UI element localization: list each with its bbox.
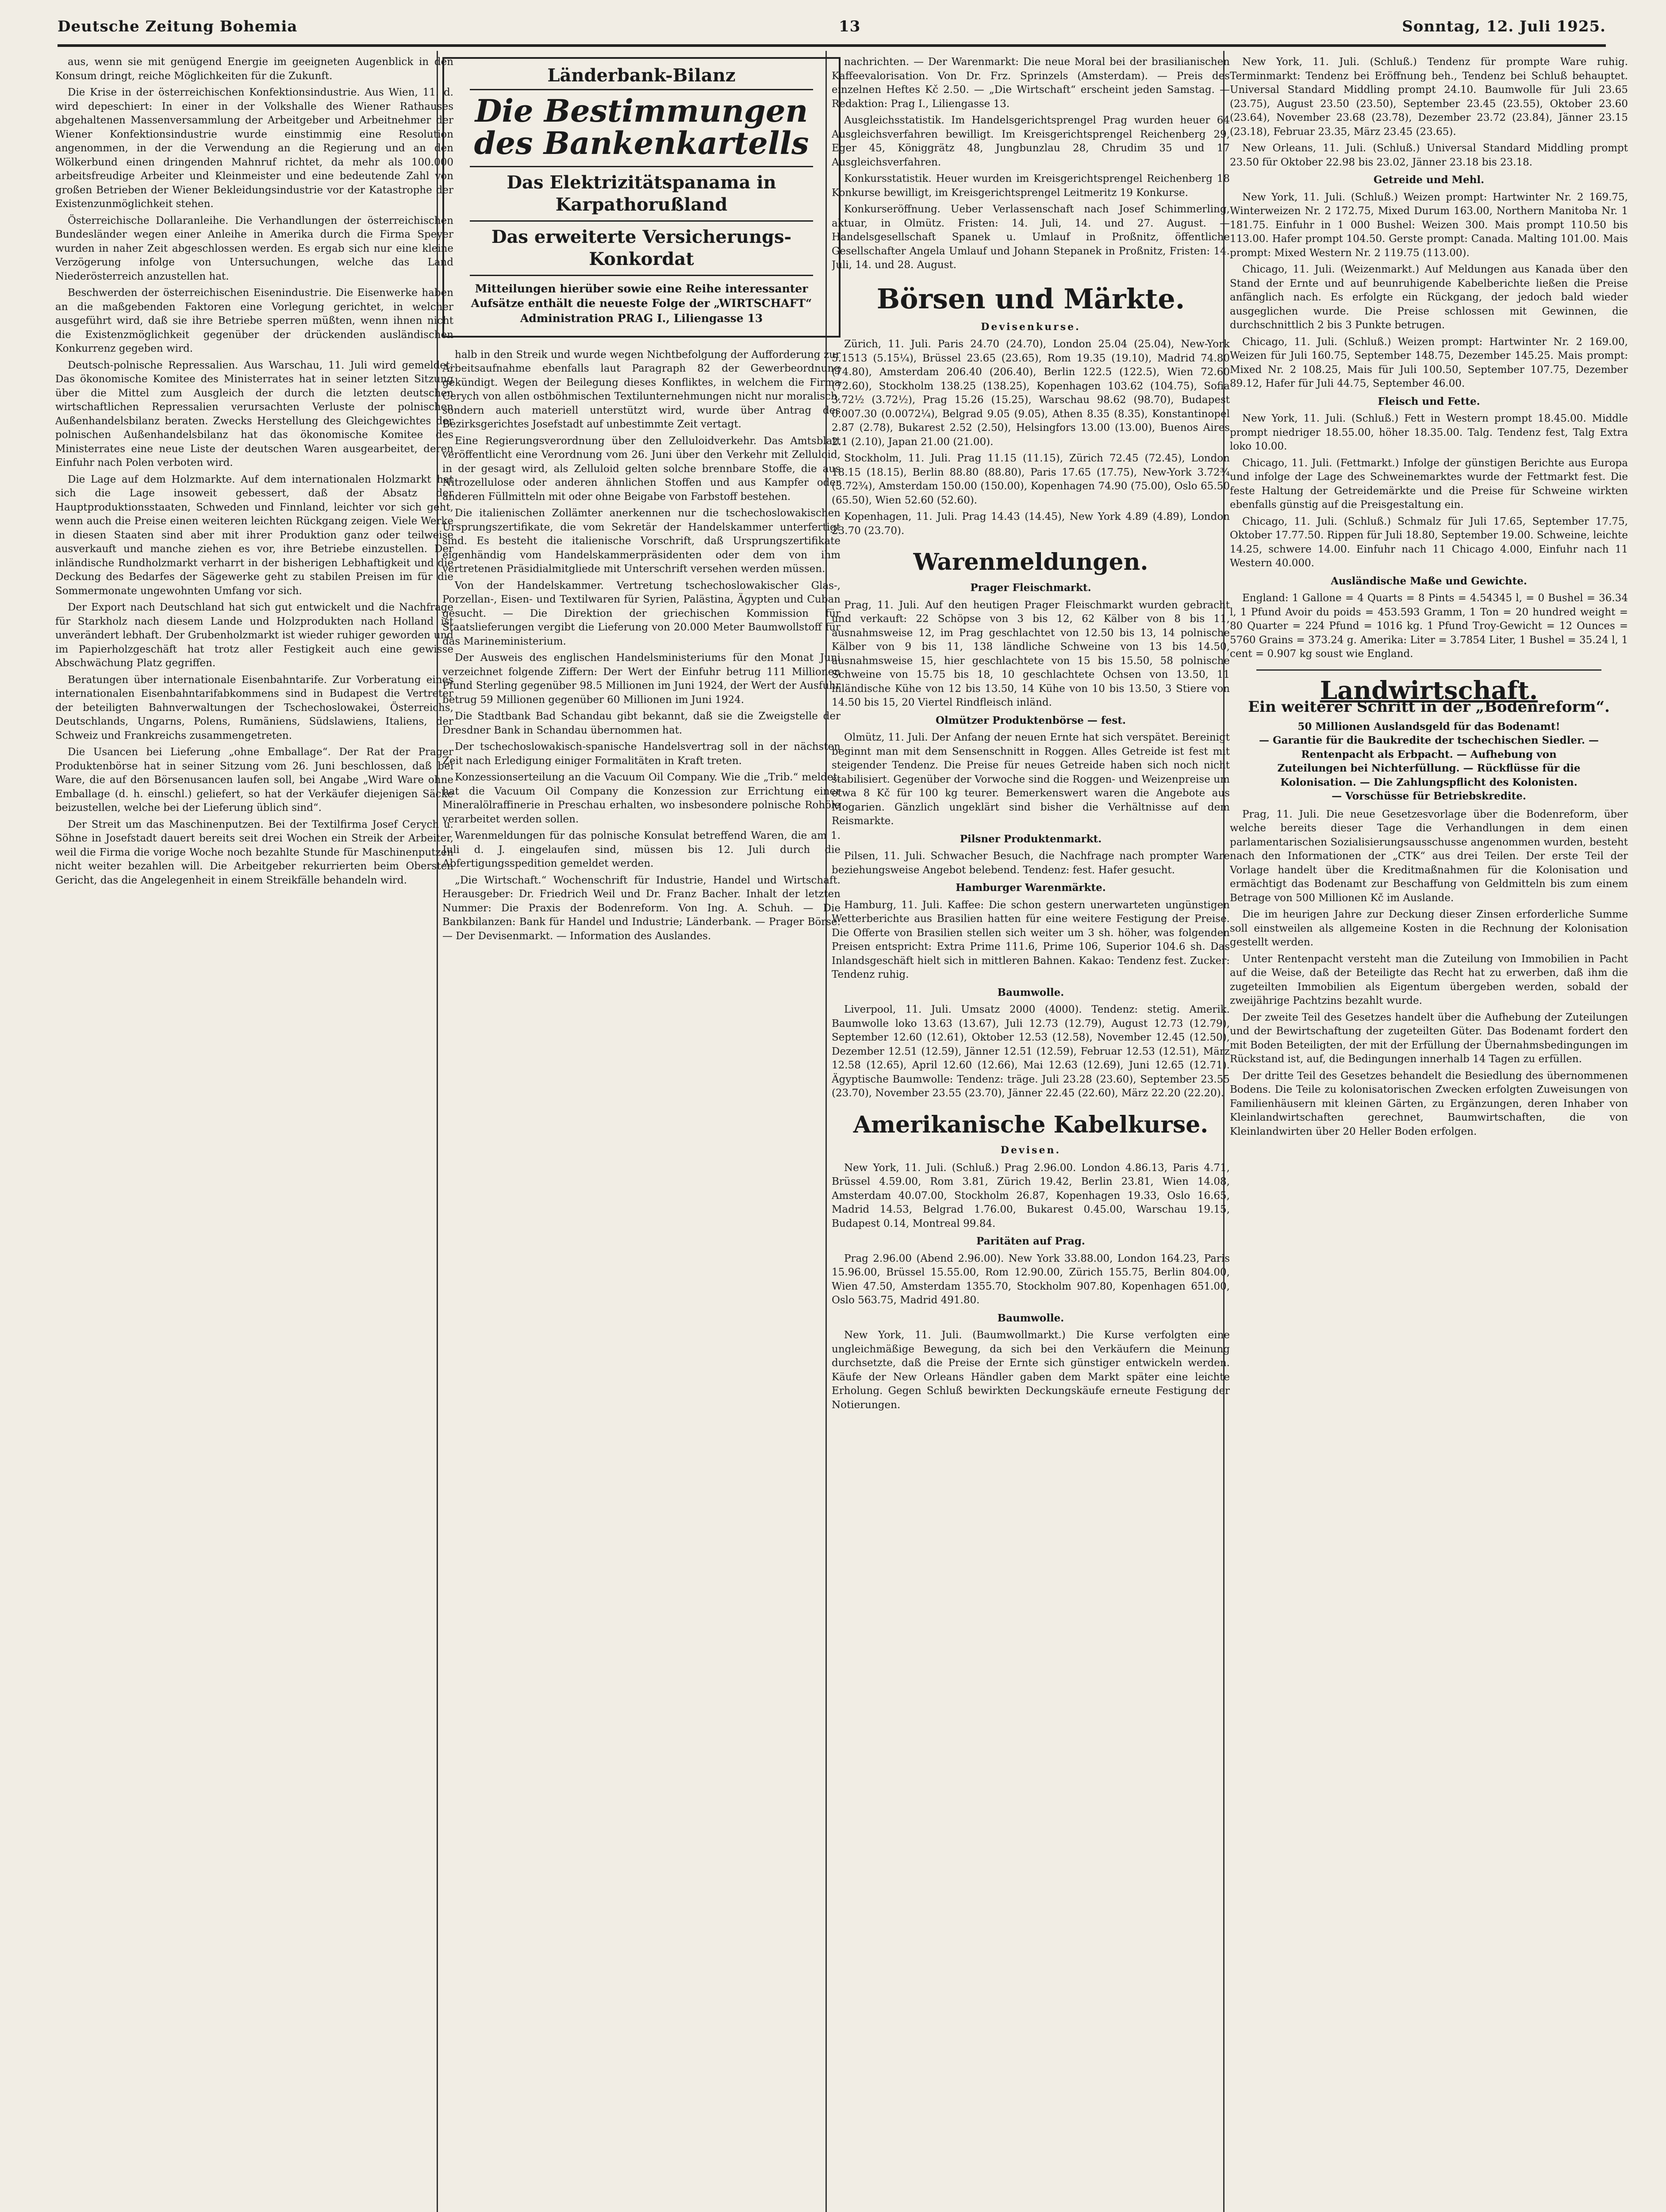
column-2 bbox=[442, 55, 841, 2212]
market-report: Chicago, 11. Juli. (Schluß.) Weizen prompt: Hartwinter Nr. 2 169.00, Weizen für Juli 160.75, September 148.75, Dezember 145.25. Mais prompt: Mixed Nr. 2 108.25, Mais für Juli 100.50, September 107.75, Dezember 89.12, Hafer für Juli 44.75, September 46.00. bbox=[1230, 336, 1628, 389]
market-report: Chicago, 11. Juli. (Weizenmarkt.) Auf Meldungen aus Kanada über den Stand der Ernte und auf beunruhigende Kabelberichte ließen die Preise anfänglich nach. Es erfolgte ein Rückgang, der jedoch bald wieder ausgeglichen wurde. Die Preise schlossen mit Gewinnen, die durchschnittlich 2 bis 3 Punkte betrugen. bbox=[1230, 264, 1628, 331]
article-paragraph: Warenmeldungen für das polnische Konsulat betreffend Waren, die am 1. Juli d. J. eingelaufen sind, müssen bis 12. Juli durch die Abfertigungsspedition gemeldet werden. bbox=[442, 830, 841, 870]
market-report: Liverpool, 11. Juli. Umsatz 2000 (4000). Tendenz: stetig. Amerik. Baumwolle loko 13.63 (13.67), Juli 12.73 (12.79), August 12.73 (12.79), September 12.60 (12.61), Oktober 12.53 (12.58), November 12.45 (12.50), Dezember 12.51 (12.59), Jänner 12.51 (12.59), Februar 12.53 (12.51), März 12.58 (12.65), April 12.60 (12.66), Mai 12.63 (12.69), Juni 12.65 (12.71). Ägyptische Baumwolle: Tendenz: träge. Juli 23.28 (23.60), September 23.55 (23.70), November 23.55 (23.70), Jänner 22.45 (22.60), März 22.20 (22.20). bbox=[832, 1004, 1230, 1099]
article-subheadlines bbox=[1230, 720, 1628, 803]
article-paragraph: Der dritte Teil des Gesetzes behandelt die Besiedlung des übernommenen Bodens. Die Teile zu kolonisatorischen Zwecken erfolgten Zuweisungen von Familienhäusern mit kleinen Gärten, zu Ergänzungen, deren Inhaber von Kleinlandwirtschaften gerechnet, Baumwirtschaften, die von Kleinlandwirten über 20 Heller Boden erfolgen. bbox=[1230, 1070, 1628, 1137]
subheadline: Zuteilungen bei Nichterfüllung. — Rückflüsse für die bbox=[1277, 762, 1581, 774]
subsection-title: Paritäten auf Prag. bbox=[976, 1235, 1085, 1248]
article-paragraph: Beschwerden der österreichischen Eisenindustrie. Die Eisenwerke haben an die maßgebenden Faktoren eine Vorlegung gerichtet, in welcher ausgeführt wird, daß sie ihre Betriebe sperren müßten, wenn ihnen nicht die Existenzmöglichkeit gegenüber der drückenden ausländischen Konkurrenz gegeben wird. bbox=[55, 287, 453, 354]
market-report: Zürich, 11. Juli. Paris 24.70 (24.70), London 25.04 (25.04), New-York 5.1513 (5.15¼), Brüssel 23.65 (23.65), Rom 19.35 (19.10), Madrid 74.80 (74.80), Amsterdam 206.40 (206.40), Berlin 122.5 (122.5), Wien 72.60 (72.60), Stockholm 138.25 (138.25), Kopenhagen 103.62 (104.75), Sofia 3.72½ (3.72½), Prag 15.26 (15.25), Warschau 98.62 (98.70), Budapest 0.007.30 (0.0072¼), Belgrad 9.05 (9.05), Athen 8.35 (8.35), Konstantinopel 2.87 (2.78), Bukarest 2.52 (2.50), Helsingfors 13.00 (13.00), Buenos Aires 2.1 (2.10), Japan 21.00 (21.00). bbox=[832, 338, 1230, 448]
article-paragraph: „Die Wirtschaft.“ Wochenschrift für Industrie, Handel und Wirtschaft. Herausgeber: Dr. Friedrich Weil und Dr. Franz Bacher. Inhalt der letzten Nummer: Die Praxis der Bodenreform. Von Ing. A. Schuh. — Die Bankbilanzen: Bank für Handel und Industrie; Länderbank. — Prager Börse. — Der Devisenmarkt. — Information des Auslandes. bbox=[442, 874, 841, 942]
ad-topic: Das erweiterte Versicherungs-Konkordat bbox=[491, 226, 792, 269]
ad-main-title: Die Bestimmungen des Bankenkartells bbox=[474, 92, 809, 161]
section-title-landwirtschaft: Landwirtschaft. bbox=[1320, 676, 1538, 705]
subsection-title: Fleisch und Fette. bbox=[1378, 395, 1480, 407]
article-paragraph: Deutsch-polnische Repressalien. Aus Warschau, 11. Juli wird gemeldet: Das ökonomische Komitee des Ministerrates hat in seiner letzten Sitzung über die Mittel zum Ausgleich der durch die letzten deutschen wirtschaftlichen Repressalien verursachten Verluste der polnischen Außenhandelsbilanz beraten. Zwecks Herstellung des Gleichgewichtes der polnischen Außenhandelsbilanz hat das ökonomische Komitee des Ministerrates eine neue Liste der deutschen Waren ausgearbeitet, deren Einfuhr nach Polen verboten wird. bbox=[55, 359, 453, 469]
article-paragraph: Die italienischen Zollämter anerkennen nur die tschechoslowakischen Ursprungszertifikate, die vom Sekretär der Handelskammer unterfertigt sind. Es besteht die italienische Vorschrift, daß Ursprungszertifikate eigenhändig vom Handelskammerpräsidenten oder dem von ihm vertretenen Präsidialmitgliede mit Unterschrift versehen werden müssen. bbox=[442, 507, 841, 575]
ad-divider bbox=[470, 89, 813, 90]
ad-topic: Das Elektrizitätspanama in Karpathorußland bbox=[507, 172, 776, 215]
market-report: Chicago, 11. Juli. (Schluß.) Schmalz für Juli 17.65, September 17.75, Oktober 17.77.50. Rippen für Juli 18.80, September 19.00. Schweine, leichte 14.25, schwere 14.00. Einfuhr nach 11 Chicago 4.000, Einfuhr nach 11 Western 40.000. bbox=[1230, 515, 1628, 569]
section-title-warenmeldungen: Warenmeldungen. bbox=[913, 549, 1148, 576]
article-paragraph: Eine Regierungsverordnung über den Zelluloidverkehr. Das Amtsblatt veröffentlicht eine Verordnung vom 26. Juni über den Verkehr mit Zelluloid, in der gesagt wird, als Zelluloid gelten solche brennbare Stoffe, die aus Nitrozellulose oder anderen ähnlichen Stoffen und aus Kampfer oder anderen Füllmitteln mit oder ohne Beigabe von Farbstoff bestehen. bbox=[442, 435, 841, 503]
market-report: New Orleans, 11. Juli. (Schluß.) Universal Standard Middling prompt 23.50 für Oktober 22.98 bis 23.02, Jänner 23.18 bis 23.18. bbox=[1230, 142, 1628, 168]
article-paragraph: Die Usancen bei Lieferung „ohne Emballage“. Der Rat der Prager Produktenbörse hat in seiner Sitzung vom 26. Juni beschlossen, daß bei Ware, die auf den Börsenusancen laufen soll, bei Angabe „Wird Ware ohne Emballage (d. h. einschl.) geliefert, so hat der Verkäufer diejenigen Säcke beizustellen, welche bei der Lieferung üblich sind“. bbox=[55, 746, 453, 814]
subsection-title: Hamburger Warenmärkte. bbox=[956, 882, 1106, 894]
subsection-title: Baumwolle. bbox=[997, 1312, 1064, 1324]
subheadline: Kolonisation. — Die Zahlungspflicht des Kolonisten. bbox=[1280, 776, 1578, 788]
market-report: New York, 11. Juli. (Schluß.) Prag 2.96.00. London 4.86.13, Paris 4.71, Brüssel 4.59.00, Rom 3.81, Zürich 19.42, Berlin 23.81, Wien 14.08, Amsterdam 40.07.00, Stockholm 26.87, Kopenhagen 19.33, Oslo 16.65, Madrid 14.53, Belgrad 1.76.00, Bukarest 0.45.00, Warschau 19.15, Budapest 0.14, Montreal 99.84. bbox=[832, 1162, 1230, 1229]
section-title-kabelkurse: Amerikanische Kabelkurse. bbox=[853, 1111, 1209, 1138]
article-paragraph: Konkursstatistik. Heuer wurden im Kreisgerichtsprengel Reichenberg 18 Konkurse bewilligt, im Kreisgerichtsprengel Leitmeritz 19 Konkurse. bbox=[832, 173, 1230, 199]
advertisement-box bbox=[442, 57, 841, 338]
article-paragraph: Die Lage auf dem Holzmarkte. Auf dem internationalen Holzmarkt hat sich die Lage insoweit gebessert, daß der Absatz der Hauptproduktionsstaaten, Schweden und Finnland, leichter vor sich geht, wenn auch die Preise einen weiteren leichten Rückgang zeigen. Viele Werke in diesen Staaten sind aber mit ihrer Produktion ganz oder teilweise ausverkauft und manche ziehen es vor, ihre Betriebe einzustellen. Der inländische Rundholzmarkt verharrt in der bisherigen Lebhaftigkeit und die Deckung des Bedarfes der Sägewerke geht zu stabilen Preisen im für die Sommermonate ungewohnten Umfang vor sich. bbox=[55, 473, 453, 597]
market-report: New York, 11. Juli. (Baumwollmarkt.) Die Kurse verfolgten eine ungleichmäßige Bewegung, da sich bei den Verkäufern die Meinung durchsetzte, daß die Preise der Ernte sich günstiger entwickeln werden. Käufe der New Orleans Händler gaben dem Markt später eine leichte Erholung. Gegen Schluß bewirkten Deckungskäufe erneute Festigung der Notierungen. bbox=[832, 1329, 1230, 1411]
subheadline: — Garantie für die Baukredite der tschechischen Siedler. — Rentenpacht als Erbpacht. — Aufhebung von bbox=[1259, 734, 1599, 760]
market-report: England: 1 Gallone = 4 Quarts = 8 Pints = 4.54345 l, = 0 Bushel = 36.34 l, 1 Pfund Avoir du poids = 453.593 Gramm, 1 Ton = 20 hundred weight = 80 Quarter = 224 Pfund = 1016 kg. 1 Pfund Troy-Gewicht = 12 Ounces = 5760 Grains = 373.24 g. Amerika: Liter = 3.7854 Liter, 1 Bushel = 35.24 l, 1 cent = 0.907 kg soust wie England. bbox=[1230, 592, 1628, 660]
subsection-title-devisen: Devisenkurse. bbox=[981, 321, 1081, 333]
article-paragraph: Der Export nach Deutschland hat sich gut entwickelt und die Nachfrage für Starkholz nach diesem Lande und Holzprodukten nach Holland ist unverändert lebhaft. Der Grubenholzmarkt ist wieder ruhiger geworden und im Papierholzgeschäft hat trotz aller Festigkeit auch eine gewisse Abschwächung Platz gegriffen. bbox=[55, 602, 453, 669]
subsection-title: Olmützer Produktenbörse — fest. bbox=[936, 714, 1126, 726]
article-paragraph: Unter Rentenpacht versteht man die Zuteilung von Immobilien in Pacht auf die Weise, daß der Beteiligte das Recht hat zu erwerben, daß ihm die zugeteilten Immobilien als Eigentum übergeben werden, sobald der zweijährige Pachtzins bezahlt wurde. bbox=[1230, 953, 1628, 1006]
subsection-title: Getreide und Mehl. bbox=[1373, 174, 1485, 186]
market-report: Pilsen, 11. Juli. Schwacher Besuch, die Nachfrage nach prompter Ware beziehungsweise Angebot belebend. Tendenz: fest. Hafer gesucht. bbox=[832, 850, 1230, 876]
subsection-title: Devisen. bbox=[1000, 1144, 1061, 1156]
subsection-title: Baumwolle. bbox=[997, 986, 1064, 998]
market-report: New York, 11. Juli. (Schluß.) Weizen prompt: Hartwinter Nr. 2 169.75, Winterweizen Nr. 2 172.75, Mixed Durum 163.00, Northern Manitoba Nr. 1 181.75. Einfuhr in 1 000 Bushel: Weizen 300. Mais prompt 110.50 bis 113.00. Hafer prompt 104.50. Gerste prompt: Canada. Malting 101.00. Mais prompt: Mixed Western Nr. 2 119.75 (113.00). bbox=[1230, 191, 1628, 259]
header-rule bbox=[58, 44, 1606, 47]
header-date: Sonntag, 12. Juli 1925. bbox=[1402, 18, 1606, 35]
ad-divider bbox=[470, 220, 813, 222]
article-paragraph: nachrichten. — Der Warenmarkt: Die neue Moral bei der brasilianischen Kaffeevalorisation. Von Dr. Frz. Sprinzels (Amsterdam). — Preis des einzelnen Heftes Kč 2.50. — „Die Wirtschaft“ erscheint jeden Samstag. — Redaktion: Prag I., Liliengasse 13. bbox=[832, 56, 1230, 110]
section-title-boersen: Börsen und Märkte. bbox=[876, 282, 1185, 315]
subheadline: — Vorschüsse für Betriebskredite. bbox=[1332, 790, 1526, 802]
article-paragraph: Konzessionserteilung an die Vacuum Oil Company. Wie die „Trib.“ meldet, hat die Vacuum Oil Company die Konzession zur Errichtung einer Mineralölraffinerie in Preschau erhalten, wo insbesondere polnische Rohöle verarbeitet werden sollen. bbox=[442, 772, 841, 825]
ad-footer: Mitteilungen hierüber sowie eine Reihe interessanter Aufsätze enthält die neueste Folge der „WIRTSCHAFT“ Administration PRAG I., Liliengasse 13 bbox=[471, 282, 812, 325]
column-3 bbox=[832, 55, 1230, 2212]
article-paragraph: Ausgleichsstatistik. Im Handelsgerichtsprengel Prag wurden heuer 64 Ausgleichsverfahren bewilligt. Im Kreisgerichtsprengel Reichenberg 29, Eger 45, Königgrätz 48, Jungbunzlau 28, Chrudim 35 und 17 Ausgleichsverfahren. bbox=[832, 115, 1230, 168]
article-paragraph: Die im heurigen Jahre zur Deckung dieser Zinsen erforderliche Summe soll einstweilen als allgemeine Kosten in die Rechnung der Kolonisation gestellt werden. bbox=[1230, 909, 1628, 948]
ad-divider bbox=[470, 166, 813, 167]
article-paragraph: Der Streit um das Maschinenputzen. Bei der Textilfirma Josef Cerych u. Söhne in Josefstadt dauert bereits seit drei Wochen ein Streik der Arbeiter, weil die Firma die vorige Woche noch bezahlte Stunde für Maschinenputzen nicht weiter bezahlen will. Die Arbeitgeber rekurrierten beim Obersten Gericht, das die Angelegenheit in einem Streikfälle behandeln wird. bbox=[55, 818, 453, 886]
article-paragraph: Der zweite Teil des Gesetzes handelt über die Aufhebung der Zuteilungen und der Bewirtschaftung der zugeteilten Güter. Das Bodenamt fordert den mit Boden Beteiligten, der mit der Erfüllung der Übernahmsbedingungen im Rückstand ist, auf, die Bedingungen innerhalb 14 Tagen zu erfüllen. bbox=[1230, 1011, 1628, 1065]
market-report: Chicago, 11. Juli. (Fettmarkt.) Infolge der günstigen Berichte aus Europa und infolge der Lage des Schweinemarktes wurde der Fettmarkt fest. Die feste Haltung der Getreidemärkte und die Preise für Schweine wirkten ebenfalls günstig auf die Preisgestaltung ein. bbox=[1230, 457, 1628, 511]
article-paragraph: Konkurseröffnung. Ueber Verlassenschaft nach Josef Schimmerling, aktuar, in Olmütz. Fristen: 14. Juli, 14. und 27. August. — Handelsgesellschaft Spanek u. Umlauf in Proßnitz, öffentliche Gesellschafter Angela Umlauf und Johann Stepanek in Proßnitz, Fristen: 14. Juli, 14. und 28. August. bbox=[832, 204, 1230, 271]
ad-headline: Länderbank-Bilanz bbox=[547, 65, 736, 86]
column-1 bbox=[55, 55, 453, 2212]
market-report: Prag 2.96.00 (Abend 2.96.00). New York 33.88.00, London 164.23, Paris 15.96.00, Brüssel 15.55.00, Rom 12.90.00, Zürich 155.75, Berlin 804.00, Wien 47.50, Amsterdam 1355.70, Stockholm 907.80, Kopenhagen 651.00, Oslo 563.75, Madrid 491.80. bbox=[832, 1252, 1230, 1306]
article-paragraph: Prag, 11. Juli. Die neue Gesetzesvorlage über die Bodenreform, über welche bereits dieser Tage die Verhandlungen in dem einen parlamentarischen Sozialisierungsausschusse angenommen wurden, besteht nach den Informationen der „CTK“ aus drei Teilen. Der erste Teil der Vorlage handelt über die Kreditmaßnahmen für die Kolonisation und ermächtigt das Bodenamt zur Beschaffung von Geldmitteln bis zum einem Betrage von 500 Millionen Kč im Auslande. bbox=[1230, 808, 1628, 904]
subsection-title: Ausländische Maße und Gewichte. bbox=[1331, 575, 1527, 587]
article-paragraph: halb in den Streik und wurde wegen Nichtbefolgung der Aufforderung zur Arbeitsaufnahme ebenfalls laut Paragraph 82 der Gewerbeordnung gekündigt. Wegen der Beilegung dieses Konfliktes, in welchem die Firma Cerych von allen ostböhmischen Textilunternehmungen nicht nur moralisch, sondern auch materiell unterstützt wird, wurde über Antrag des Bezirksgerichtes Josefstadt auf unbestimmte Zeit vertagt. bbox=[442, 349, 841, 430]
article-paragraph: Die Stadtbank Bad Schandau gibt bekannt, daß sie die Zweigstelle der Dresdner Bank in Schandau übernommen hat. bbox=[442, 710, 841, 736]
page-header bbox=[58, 13, 1606, 40]
market-report: New York, 11. Juli. (Schluß.) Fett in Western prompt 18.45.00. Middle prompt niedriger 18.55.00, höher 18.35.00. Talg. Tendenz fest, Talg Extra loko 10.00. bbox=[1230, 413, 1628, 452]
header-newspaper-name: Deutsche Zeitung Bohemia bbox=[58, 18, 298, 35]
market-report: Prag, 11. Juli. Auf den heutigen Prager Fleischmarkt wurden gebracht und verkauft: 22 Schöpse von 3 bis 12, 62 Kälber von 8 bis 11, ausnahmsweise 12, im Prag geschlachtet von 12.50 bis 13, 14 polnische Kälber von 9 bis 11, 138 ländliche Schweine von 13 bis 14.50, ausnahmsweise 15, hier geschlachtete von 15 bis 15.50, 58 polnische Schweine von 15.75 bis 18, 10 geschlachtete Ochsen von 13.50, 11 inländische Kühe von 12 bis 13.50, 14 Kühe von 10 bis 13.50, 3 Stiere von 14.50 bis 15, 20 Viertel Rindfleisch inländ. bbox=[832, 599, 1230, 709]
article-headline: Ein weiterer Schritt in der „Bodenreform“. bbox=[1248, 698, 1610, 716]
market-report: New York, 11. Juli. (Schluß.) Tendenz für prompte Ware ruhig. Terminmarkt: Tendenz bei Eröffnung beh., Tendenz bei Schluß behauptet. Universal Standard Middling prompt 24.10. Baumwolle für Juli 23.65 (23.75), August 23.50 (23.50), September 23.45 (23.55), Oktober 23.60 (23.64), November 23.68 (23.78), Dezember 23.72 (23.84), Jänner 23.15 (23.18), Februar 23.35, März 23.45 (23.65). bbox=[1230, 56, 1628, 138]
section-divider bbox=[1256, 669, 1601, 671]
article-paragraph: aus, wenn sie mit genügend Energie im geeigneten Augenblick in den Konsum dringt, reiche Möglichkeiten für die Zukunft. bbox=[55, 56, 453, 82]
column-4 bbox=[1230, 55, 1628, 2212]
market-report: Hamburg, 11. Juli. Kaffee: Die schon gestern unerwarteten ungünstigen Wetterberichte aus Brasilien hatten für eine weitere Festigung der Preise. Die Offerte von Brasilien stellen sich weiter um 3 sh. höher, was folgenden Preisen entspricht: Extra Prime 111.6, Prime 106, Superior 104.6 sh. Das Inlandsgeschäft hielt sich in mittleren Bahnen. Kakao: Tendenz fest. Zucker: Tendenz ruhig. bbox=[832, 899, 1230, 981]
ad-divider bbox=[470, 275, 813, 276]
article-paragraph: Österreichische Dollaranleihe. Die Verhandlungen der österreichischen Bundesländer wegen einer Anleihe in Amerika durch die Firma Speyer wurden in naher Zeit abgeschlossen werden. Es ergab sich nur eine kleine Verzögerung infolge von Untersuchungen, welche das Land Niederösterreich anzustellen hat. bbox=[55, 215, 453, 282]
market-report: Stockholm, 11. Juli. Prag 11.15 (11.15), Zürich 72.45 (72.45), London 18.15 (18.15), Berlin 88.80 (88.80), Paris 17.65 (17.75), New-York 3.72¾ (3.72¾), Amsterdam 150.00 (150.00), Kopenhagen 74.90 (75.00), Oslo 65.50 (65.50), Wien 52.60 (52.60). bbox=[832, 453, 1230, 506]
header-page-number: 13 bbox=[839, 18, 861, 35]
article-paragraph: Beratungen über internationale Eisenbahntarife. Zur Vorberatung eines internationalen Eisenbahntarifabkommens sind in Budapest die Vertreter der beteiligten Bahnverwaltungen der Tschechoslowakei, Österreichs, Deutschlands, Ungarns, Polens, Rumäniens, Südslawiens, Italiens, der Schweiz und Frankreichs zusammengetreten. bbox=[55, 674, 453, 741]
article-paragraph: Die Krise in der österreichischen Konfektionsindustrie. Aus Wien, 11. d. wird depeschiert: In einer in der Volkshalle des Wiener Rathauses abgehaltenen Massenversammlung der Arbeitgeber und Arbeitnehmer der Wiener Konfektionsindustrie wurde einstimmig eine Resolution angenommen, in der die Verwendung an die Regierung und an den Wölkerbund einen dringenden Mahnruf richtet, da mehr als 100.000 arbeitsfreudige Arbeiter und Kleinmeister und eine bedeutende Zahl von großen Betrieben der Wiener Bekleidungsindustrie vor der Katastrophe der Existenzunmöglichkeit stehen. bbox=[55, 87, 453, 210]
market-report: Olmütz, 11. Juli. Der Anfang der neuen Ernte hat sich verspätet. Bereinigt beginnt man mit dem Sensenschnitt in Roggen. Alles Getreide ist fest mit steigender Tendenz. Die Preise für neues Getreide haben sich noch nicht stabilisiert. Gegenüber der Vorwoche sind die Roggen- und Weizenpreise um etwa 8 Kč für 100 kg teurer. Bemerkenswert waren die Angebote aus Mogarien. Gänzlich ungeklärt sind bisher die Verhältnisse auf dem Reismarkte. bbox=[832, 732, 1230, 827]
subsection-title: Pilsner Produktenmarkt. bbox=[960, 833, 1102, 845]
article-paragraph: Der Ausweis des englischen Handelsministeriums für den Monat Juni verzeichnet folgende Ziffern: Der Wert der Einfuhr betrug 111 Millionen Pfund Sterling gegenüber 98.5 Millionen im Juni 1924, der Wert der Ausfuhr betrug 59 Millionen gegenüber 60 Millionen im Juni 1924. bbox=[442, 652, 841, 706]
article-paragraph: Der tschechoslowakisch-spanische Handelsvertrag soll in der nächsten Zeit nach Erledigung einiger Formalitäten in Kraft treten. bbox=[442, 741, 841, 767]
subsection-title: Prager Fleischmarkt. bbox=[970, 582, 1091, 594]
article-paragraph: Von der Handelskammer. Vertretung tschechoslowakischer Glas-, Porzellan-, Eisen- und Textilwaren für Syrien, Palästina, Ägypten und Cuban gesucht. — Die Direktion der griechischen Kommission für Staatslieferungen vergibt die Lieferung von 20.000 Meter Baumwollstoff für das Marineministerium. bbox=[442, 580, 841, 647]
market-report: Kopenhagen, 11. Juli. Prag 14.43 (14.45), New York 4.89 (4.89), London 23.70 (23.70). bbox=[832, 511, 1230, 537]
subheadline: 50 Millionen Auslandsgeld für das Bodenamt! bbox=[1297, 720, 1560, 733]
